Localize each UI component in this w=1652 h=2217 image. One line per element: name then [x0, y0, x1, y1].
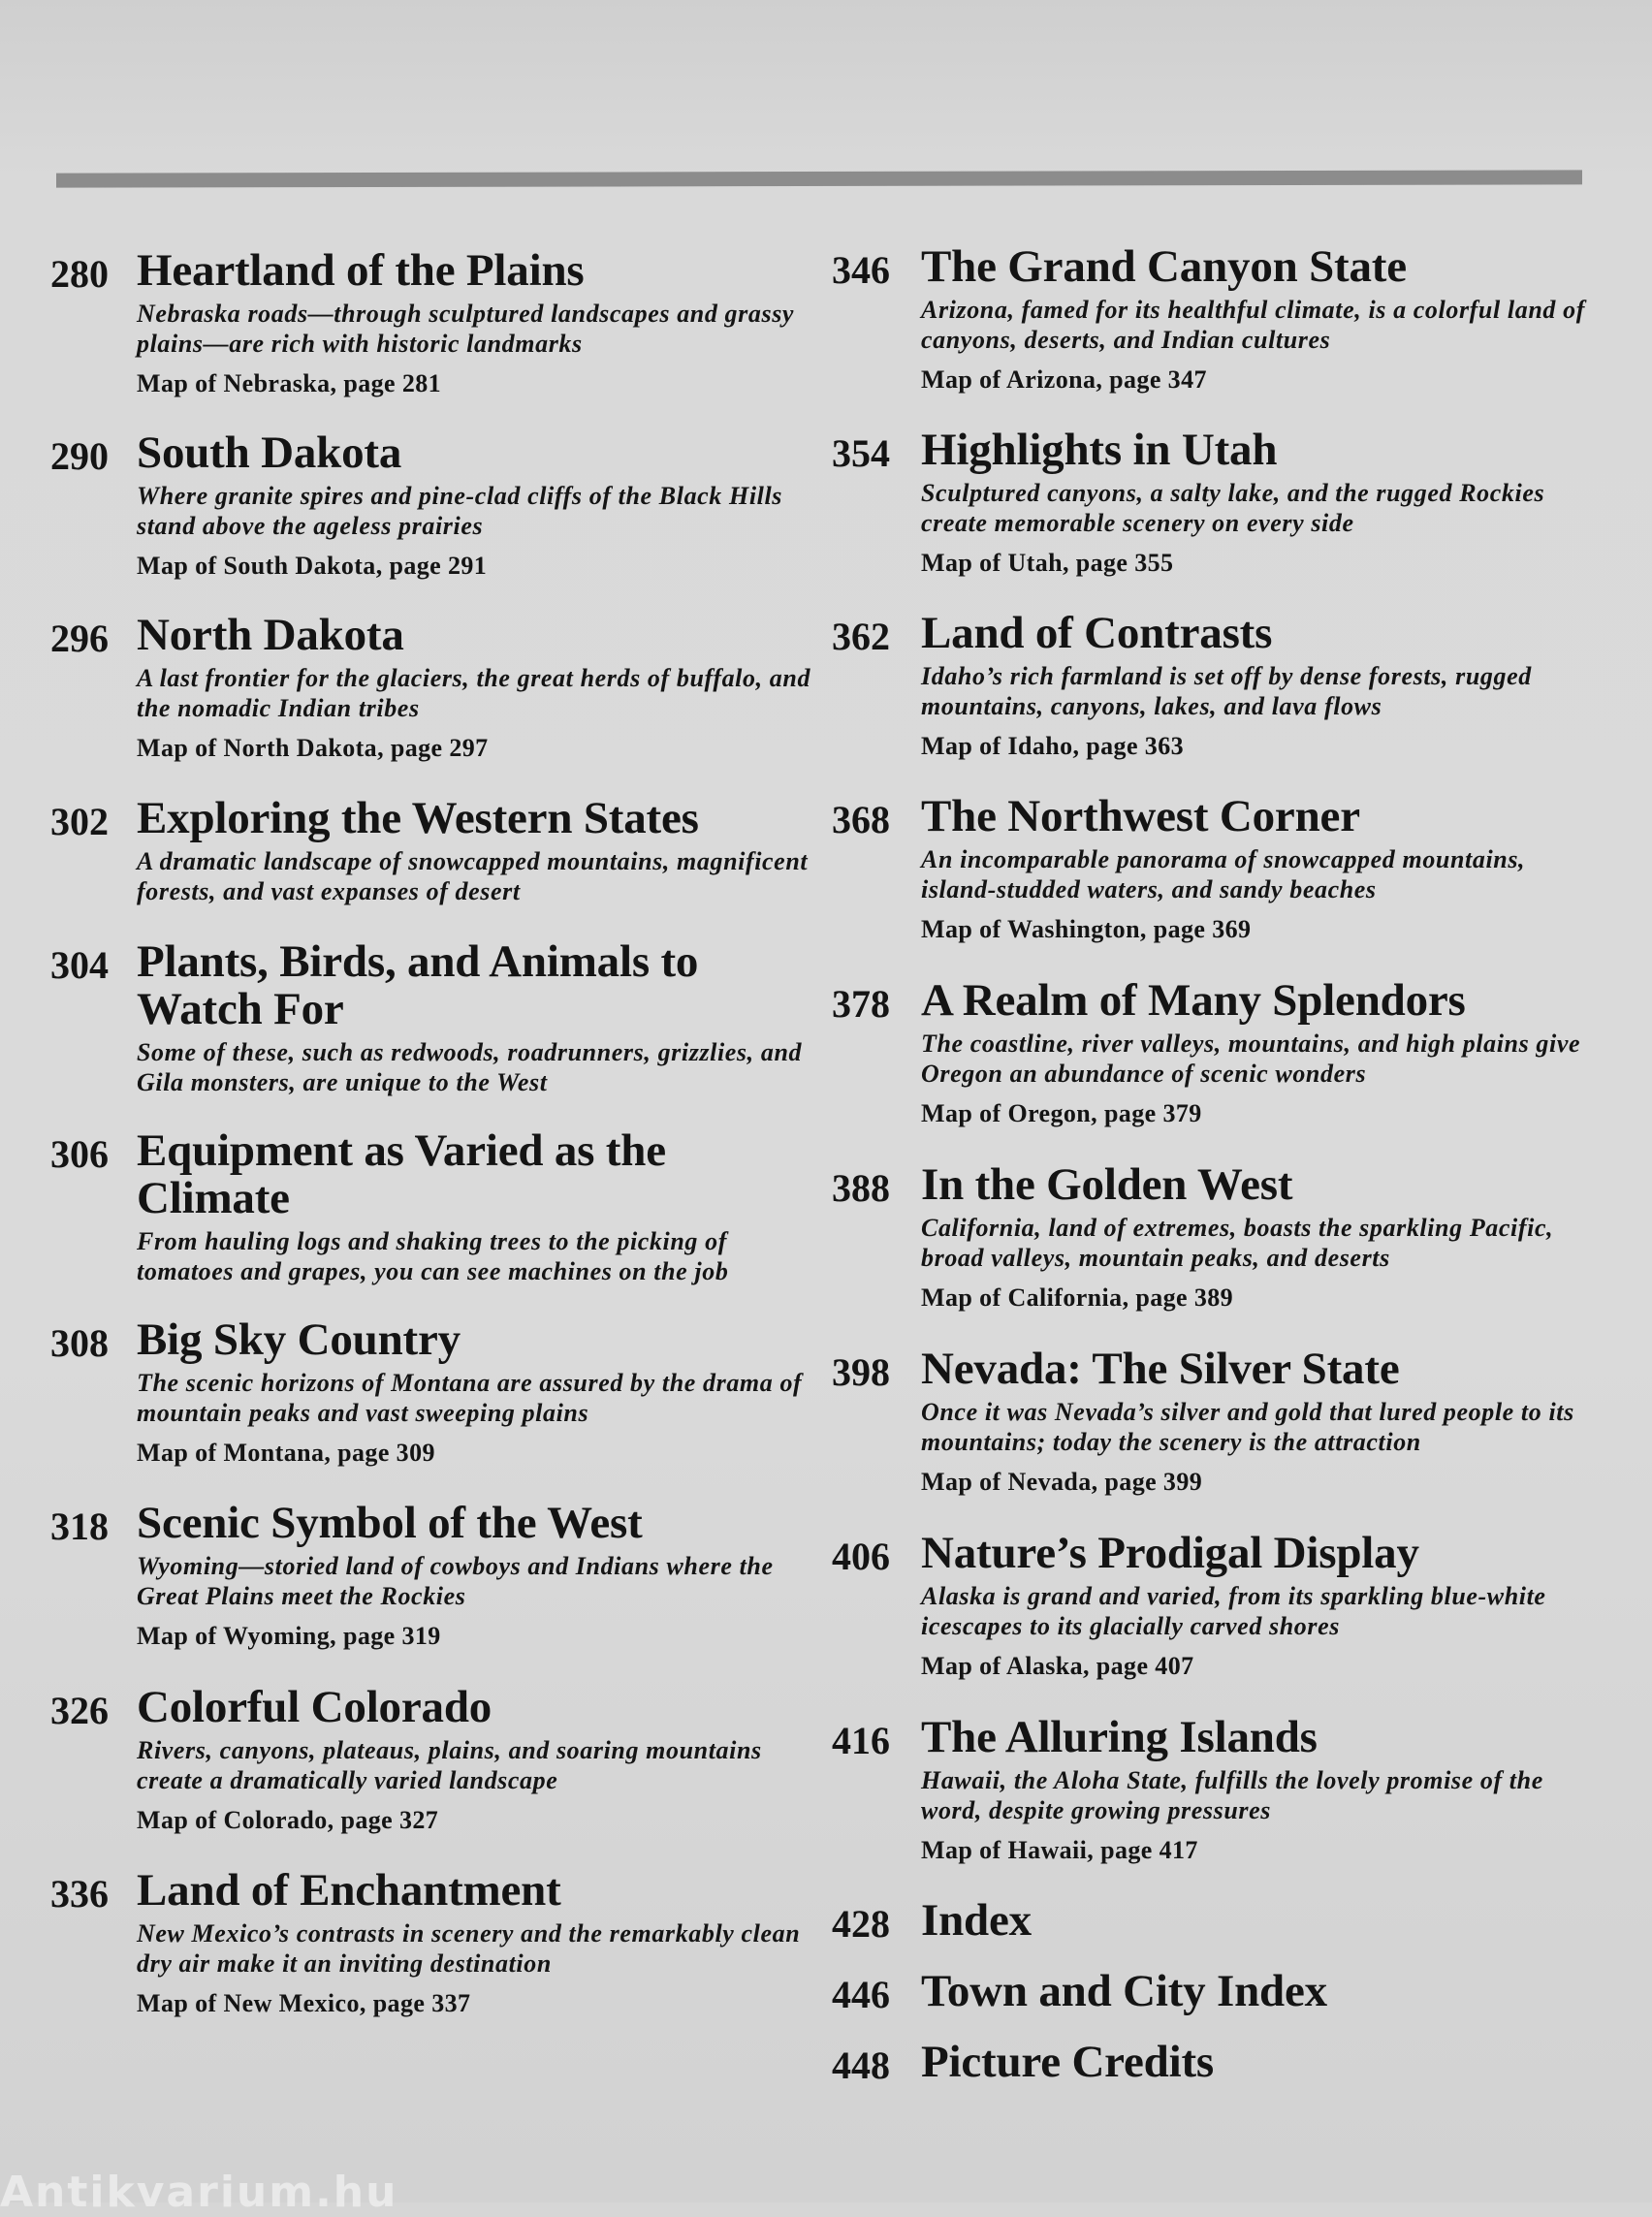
toc-page-number: 346: [832, 248, 890, 292]
toc-entry-description: Sculptured canyons, a salty lake, and the rugged Rockies create memorable scenery on every side: [921, 479, 1545, 537]
toc-page-number: 378: [832, 982, 890, 1026]
toc-map-reference: Map of North Dakota, page 297: [137, 734, 489, 762]
toc-entry-title: Highlights in Utah: [921, 425, 1278, 475]
toc-entry-title: A Realm of Many Splendors: [921, 975, 1466, 1026]
toc-entry-title: Nevada: The Silver State: [921, 1344, 1400, 1394]
toc-page-number: 362: [832, 615, 890, 658]
toc-entry: [50, 795, 816, 906]
toc-entry: [832, 793, 1598, 945]
toc-entry-title: Big Sky Country: [137, 1314, 461, 1365]
toc-entry-description: The scenic horizons of Montana are assured by the drama of mountain peaks and vast sweeping plains: [137, 1369, 803, 1427]
toc-entry-title: Plants, Birds, and Animals to Watch For: [137, 936, 699, 1034]
toc-map-reference: Map of California, page 389: [921, 1283, 1234, 1312]
toc-entry-description: The coastline, river valleys, mountains, and high plains give Oregon an abundance of scenic wonders: [921, 1029, 1581, 1088]
toc-entry: [50, 1867, 816, 2019]
toc-map-reference: Map of Washington, page 369: [921, 915, 1252, 943]
toc-page-number: 368: [832, 798, 890, 841]
toc-page-number: 406: [832, 1535, 890, 1578]
toc-map-reference: Map of Hawaii, page 417: [921, 1836, 1198, 1864]
toc-entry: [50, 1127, 816, 1286]
toc-entry-description: Hawaii, the Aloha State, fulfills the lovely promise of the word, despite growing pressures: [921, 1766, 1543, 1824]
toc-entry: [50, 612, 816, 764]
toc-page-number: 446: [832, 1973, 890, 2016]
toc-page-number: 428: [832, 1902, 890, 1946]
toc-entry: [832, 1968, 1598, 2015]
toc-entry-title: Scenic Symbol of the West: [137, 1498, 643, 1548]
watermark: Antikvarium.hu: [0, 2168, 398, 2217]
toc-entry-description: California, land of extremes, boasts the sparkling Pacific, broad valleys, mountain peaks, and deserts: [921, 1214, 1554, 1272]
toc-page-number: 398: [832, 1350, 890, 1394]
toc-entry-description: Once it was Nevada’s silver and gold that lured people to its mountains; today the scenery is the attraction: [921, 1398, 1574, 1456]
toc-entry-title: The Northwest Corner: [921, 791, 1360, 841]
toc-entry: [50, 247, 816, 399]
toc-page-number: 388: [832, 1166, 890, 1210]
toc-entry-title: Colorful Colorado: [137, 1682, 492, 1732]
toc-entry-description: Idaho’s rich farmland is set off by dense forests, rugged mountains, canyons, lakes, and lava flows: [921, 662, 1532, 720]
toc-page-number: 318: [50, 1504, 109, 1548]
toc-page-number: 326: [50, 1689, 109, 1732]
toc-page-number: 448: [832, 2043, 890, 2087]
toc-entry-title: Equipment as Varied as the Climate: [137, 1125, 666, 1223]
toc-map-reference: Map of Wyoming, page 319: [137, 1622, 441, 1650]
toc-map-reference: Map of Nebraska, page 281: [137, 369, 442, 397]
toc-page-number: 302: [50, 800, 109, 843]
toc-entry-description: Alaska is grand and varied, from its sparkling blue-white icescapes to its glacially carved shores: [921, 1582, 1546, 1640]
toc-entry: [832, 2039, 1598, 2086]
toc-entry: [832, 610, 1598, 762]
toc-map-reference: Map of Montana, page 309: [137, 1439, 435, 1467]
toc-entry: [832, 1346, 1598, 1498]
toc-entry: [50, 429, 816, 582]
toc-map-reference: Map of Utah, page 355: [921, 549, 1174, 577]
toc-entry: [50, 938, 816, 1097]
toc-entry-description: From hauling logs and shaking trees to the picking of tomatoes and grapes, you can see machines on the job: [137, 1227, 729, 1285]
toc-map-reference: Map of Colorado, page 327: [137, 1806, 439, 1834]
toc-entry: [50, 1500, 816, 1652]
toc-entry-description: A last frontier for the glaciers, the great herds of buffalo, and the nomadic Indian tribes: [137, 664, 811, 722]
toc-entry: [832, 1897, 1598, 1945]
toc-entry-title: The Grand Canyon State: [921, 241, 1407, 292]
toc-entry-description: A dramatic landscape of snowcapped mountains, magnificent forests, and vast expanses of desert: [137, 847, 809, 905]
toc-entry-title: North Dakota: [137, 610, 404, 660]
toc-entry-description: Some of these, such as redwoods, roadrunners, grizzlies, and Gila monsters, are unique to the West: [137, 1038, 803, 1096]
toc-entry-title: Index: [921, 1895, 1032, 1946]
toc-map-reference: Map of New Mexico, page 337: [137, 1989, 471, 2017]
toc-entry-title: Nature’s Prodigal Display: [921, 1528, 1419, 1578]
toc-map-reference: Map of Oregon, page 379: [921, 1099, 1202, 1127]
toc-entry-description: Rivers, canyons, plateaus, plains, and soaring mountains create a dramatically varied landscape: [137, 1736, 762, 1794]
toc-entry: [832, 243, 1598, 396]
toc-entry: [50, 1316, 816, 1469]
toc-entry-description: Nebraska roads—through sculptured landscapes and grassy plains—are rich with historic landmarks: [137, 300, 795, 358]
toc-entry-title: The Alluring Islands: [921, 1712, 1318, 1762]
toc-map-reference: Map of Arizona, page 347: [921, 365, 1207, 394]
toc-entry-title: In the Golden West: [921, 1159, 1293, 1210]
toc-entry-title: Heartland of the Plains: [137, 245, 585, 296]
toc-page-number: 280: [50, 252, 109, 296]
toc-entry-title: South Dakota: [137, 428, 402, 478]
toc-map-reference: Map of Alaska, page 407: [921, 1652, 1194, 1680]
toc-entry: [50, 1684, 816, 1836]
toc-page-number: 304: [50, 943, 109, 987]
toc-entry-description: Arizona, famed for its healthful climate, is a colorful land of canyons, deserts, and Indian cultures: [921, 296, 1585, 354]
toc-page-number: 416: [832, 1719, 890, 1762]
toc-entry: [832, 427, 1598, 579]
toc-map-reference: Map of South Dakota, page 291: [137, 552, 488, 580]
toc-entry-title: Land of Contrasts: [921, 608, 1273, 658]
toc-entry-title: Picture Credits: [921, 2037, 1214, 2087]
toc-entry-title: Exploring the Western States: [137, 793, 699, 843]
header-rule: [56, 170, 1582, 187]
toc-page-number: 306: [50, 1132, 109, 1176]
toc-entry-description: Wyoming—storied land of cowboys and Indians where the Great Plains meet the Rockies: [137, 1552, 774, 1610]
toc-entry: [832, 977, 1598, 1129]
toc-entry: [832, 1714, 1598, 1866]
toc-page-number: 296: [50, 617, 109, 660]
toc-page-number: 354: [832, 431, 890, 475]
toc-page-number: 336: [50, 1872, 109, 1916]
toc-map-reference: Map of Nevada, page 399: [921, 1468, 1203, 1496]
toc-map-reference: Map of Idaho, page 363: [921, 732, 1184, 760]
toc-entry-title: Land of Enchantment: [137, 1865, 561, 1916]
toc-entry: [832, 1530, 1598, 1682]
toc-entry-title: Town and City Index: [921, 1966, 1327, 2016]
toc-page-number: 290: [50, 434, 109, 478]
toc-page-number: 308: [50, 1321, 109, 1365]
toc-entry-description: Where granite spires and pine-clad cliffs of the Black Hills stand above the ageless prairies: [137, 482, 783, 540]
toc-entry: [832, 1161, 1598, 1314]
toc-entry-description: New Mexico’s contrasts in scenery and the remarkably clean dry air make it an inviting destination: [137, 1919, 801, 1978]
toc-entry-description: An incomparable panorama of snowcapped mountains, island-studded waters, and sandy beaches: [921, 845, 1526, 903]
